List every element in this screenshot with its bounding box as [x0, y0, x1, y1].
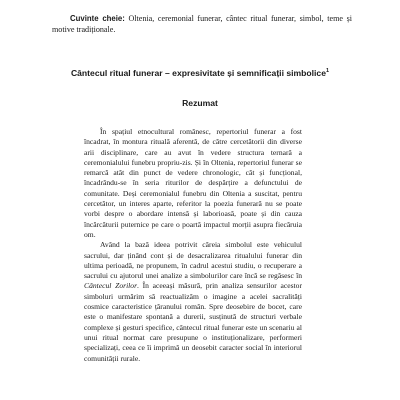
- keywords-line: [52, 13, 352, 35]
- article-title: [40, 68, 360, 79]
- article-title-text: Cântecul ritual funerar – expresivitate și semnificații simbolice: [70, 68, 326, 78]
- abstract-paragraph-1: În spațiul etnocultural românesc, repertoriul funerar a fost încadrat, în montura rituală aferentă, de către cercetătorii din diverse arii disciplinare, care au avut în vedere structura ternară a ceremonialului funebru propriu-zis. Și în Oltenia, repertoriul funerar se remarcă atât din punct de vedere chronologic, cât și funcțional, încadrându-se în seria riturilor de despărțire a defunctului de comunitate. Deși ceremonialul funebru din Oltenia a suscitat, pentru cercetător, un interes aparte, referitor la poezia funerară nu se poate vorbi despre o abordare intensă și laborioasă, poate și din cauza încărcăturii puternice pe care o poartă impactul morții asupra fiecăruia om.: [84, 127, 302, 239]
- abstract-paragraph-2-end: . În aceeași măsură, prin analiza sensurilor acestor simboluri urmărim să reactualizăm o imagine a acelei sacralități cosmice caracteristice țăranului român. Spre deosebire de bocet, care este o manifestare spontană a durerii, susținută de structuri verbale complexe și gesturi specifice, cântecul ritual funerar este un scenariu al unui ritual normat care presupune o instituționalizare, performeri specializați, ceea ce îi imprimă un deosebit caracter social în interiorul comunității rurale.: [84, 281, 302, 363]
- title-footnote-mark: 1: [325, 68, 330, 75]
- abstract-paragraph-2-start: Având la bază ideea potrivit căreia simbolul este vehiculul sacrului, dar ținând cont și de desacralizarea ritualului funerar din ultima perioadă, ne propunem, în cadrul acestui studiu, o recuperare a sacrului cu ajutorul unei analize a simbolurilor care încă se regăsesc în: [84, 240, 302, 281]
- keywords-text: Oltenia, ceremonial funerar, cântec ritual funerar, simbol, teme și motive tradiționale.: [52, 14, 352, 34]
- abstract-heading: Rezumat: [182, 98, 218, 108]
- keywords-label: Cuvinte cheie:: [70, 14, 125, 23]
- song-title-emphasis: Cântecul Zorilor: [84, 281, 138, 291]
- abstract-body: [84, 127, 302, 364]
- abstract-paragraph-2: [84, 240, 302, 364]
